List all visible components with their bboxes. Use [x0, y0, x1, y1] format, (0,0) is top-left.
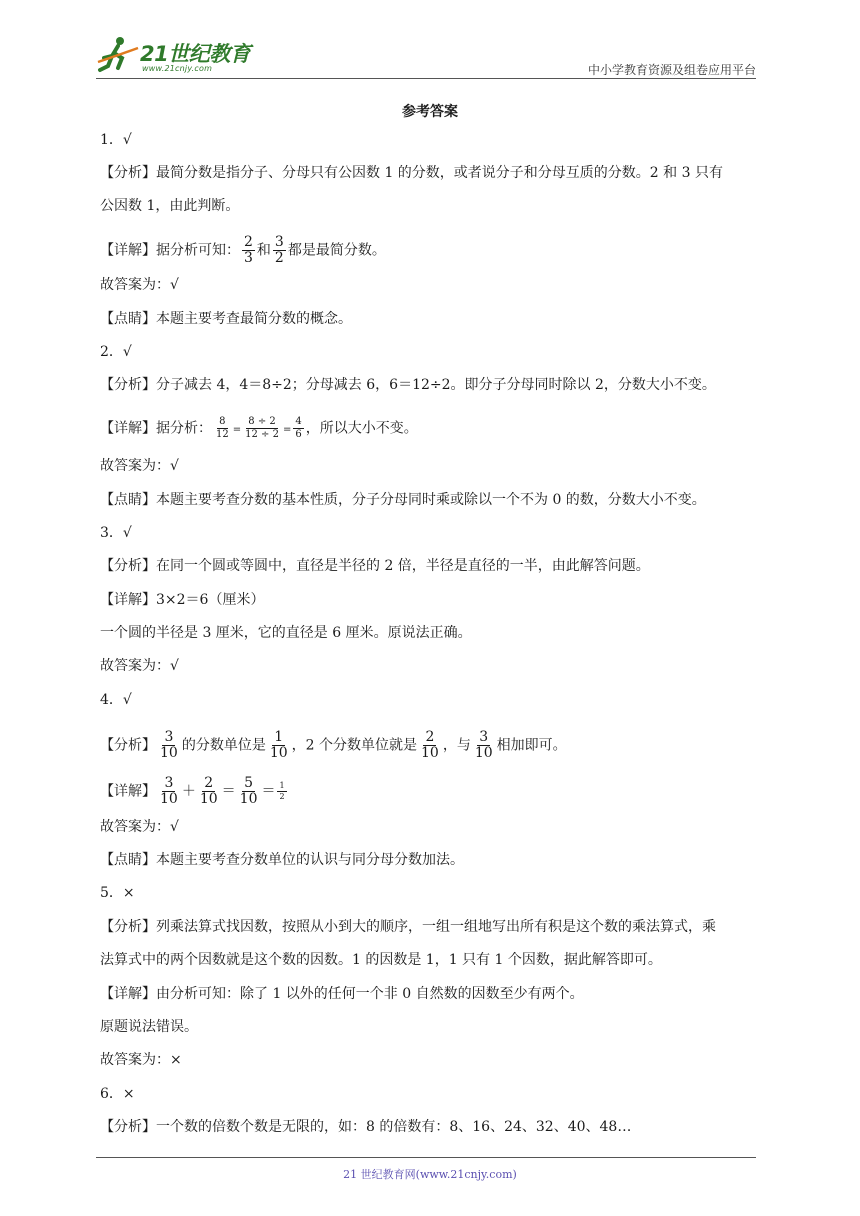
denominator: 10: [160, 791, 178, 807]
numerator: 3: [164, 775, 174, 791]
numerator: 2: [425, 729, 435, 745]
q1-detail: [100, 235, 760, 266]
denominator: 10: [239, 791, 258, 807]
q1-answer: 故答案为：√: [100, 277, 179, 293]
denominator: 3: [244, 250, 253, 266]
fraction: [243, 416, 281, 441]
q2-number: 2．√: [100, 344, 132, 360]
fraction: [273, 235, 286, 266]
page-header: [96, 28, 756, 80]
numerator: 4: [295, 416, 302, 427]
q3-detail: 【详解】3×2＝6（厘米）: [100, 592, 265, 608]
denominator: 2: [279, 792, 285, 801]
page-footer: 21 世纪教育网(www.21cnjy.com): [343, 1168, 517, 1181]
q4-comment: 【点睛】本题主要考查分数单位的认识与同分母分数加法。: [100, 852, 464, 868]
numerator: 2: [244, 234, 253, 250]
q4-answer: 故答案为：√: [100, 819, 179, 835]
fraction: [473, 730, 495, 761]
q6-number: 6．×: [100, 1086, 135, 1102]
header-divider: [96, 78, 756, 79]
logo: [96, 34, 266, 76]
platform-name: 中小学教育资源及组卷应用平台: [587, 63, 756, 77]
q1-number: 1．√: [100, 132, 132, 148]
q5-detail-2: 原题说法错误。: [100, 1019, 198, 1035]
q5-detail: 【详解】由分析可知：除了 1 以外的任何一个非 0 自然数的因数至少有两个。: [100, 986, 584, 1002]
q2-detail-suffix: ，所以大小不变。: [305, 420, 418, 437]
numerator: 1: [274, 729, 284, 745]
fraction: [158, 730, 180, 761]
fraction: [198, 776, 220, 807]
numerator: 2: [204, 775, 214, 791]
q4-detail: [100, 776, 760, 807]
q5-number: 5．×: [100, 885, 135, 901]
fraction: [268, 730, 290, 761]
equals-sign: =: [282, 424, 292, 436]
q1-detail-prefix: 【详解】据分析可知：: [100, 242, 240, 259]
q5-analysis-line1: 【分析】列乘法算式找因数，按照从小到大的顺序，一组一组地写出所有积是这个数的乘法算式，乘: [100, 919, 716, 935]
fraction: [242, 235, 255, 266]
q2-analysis: 【分析】分子减去 4，4＝8÷2；分母减去 6，6＝12÷2。即分子分母同时除以 2，分数大小不变。: [100, 377, 716, 393]
q6-analysis: 【分析】一个数的倍数个数是无限的，如：8 的倍数有：8、16、24、32、40、48…: [100, 1119, 632, 1135]
page-title: 参考答案: [402, 104, 458, 120]
q5-analysis-line2: 法算式中的两个因数就是这个数的因数。1 的因数是 1，1 只有 1 个因数，据此解答即可。: [100, 952, 662, 968]
q3-number: 3．√: [100, 525, 132, 541]
denominator: 10: [421, 745, 439, 761]
q4-detail-prefix: 【详解】: [100, 783, 156, 800]
q1-detail-and: 和: [256, 242, 271, 259]
q4-number: 4．√: [100, 692, 132, 708]
denominator: 10: [474, 745, 493, 761]
equals-sign: =: [232, 424, 242, 436]
denominator: 12 ÷ 2: [245, 429, 279, 440]
equals-sign: ＝: [221, 783, 236, 800]
denominator: 10: [269, 745, 288, 761]
fraction: [293, 416, 303, 441]
q1-analysis-line1: 【分析】最简分数是指分子、分母只有公因数 1 的分数，或者说分子和分母互质的分数。2 和 3 只有: [100, 165, 723, 181]
q2-detail: [100, 416, 760, 441]
fraction: [238, 776, 260, 807]
numerator: 8 ÷ 2: [248, 416, 276, 427]
denominator: 10: [160, 745, 178, 761]
fraction: [158, 776, 180, 807]
q3-detail-2: 一个圆的半径是 3 厘米，它的直径是 6 厘米。原说法正确。: [100, 625, 472, 641]
denominator: 6: [295, 429, 302, 440]
q3-answer: 故答案为：√: [100, 658, 179, 674]
numerator: 3: [164, 729, 174, 745]
q4-analysis: [100, 730, 760, 761]
numerator: 3: [479, 729, 489, 745]
numerator: 5: [244, 775, 254, 791]
q4-text: 相加即可。: [496, 737, 567, 754]
numerator: 1: [279, 781, 285, 790]
q1-detail-suffix: 都是最简分数。: [287, 242, 386, 259]
q1-analysis-line2: 公因数 1，由此判断。: [100, 198, 240, 214]
logo-url: www.21cnjy.com: [142, 64, 213, 73]
q4-text: ，与: [442, 737, 471, 754]
logo-text: 21世纪教育: [140, 42, 251, 66]
q2-detail-prefix: 【详解】据分析：: [100, 420, 212, 437]
fraction: [419, 730, 441, 761]
plus-sign: ＋: [181, 783, 196, 800]
numerator: 3: [274, 234, 284, 250]
fraction: [214, 416, 231, 441]
denominator: 10: [199, 791, 218, 807]
q4-text: 的分数单位是: [181, 737, 266, 754]
q1-comment: 【点睛】本题主要考查最简分数的概念。: [100, 311, 352, 327]
footer-divider: [96, 1157, 756, 1158]
q4-text: ，2 个分数单位就是: [291, 737, 418, 754]
q2-comment: 【点睛】本题主要考查分数的基本性质，分子分母同时乘或除以一个不为 0 的数，分数大小不变。: [100, 492, 706, 508]
numerator: 8: [219, 416, 226, 427]
q2-answer: 故答案为：√: [100, 458, 179, 474]
equals-sign: ＝: [261, 783, 276, 800]
runner-logo-icon: [96, 34, 140, 74]
q5-answer: 故答案为：×: [100, 1052, 182, 1068]
q3-analysis: 【分析】在同一个圆或等圆中，直径是半径的 2 倍，半径是直径的一半，由此解答问题。: [100, 558, 650, 574]
q4-analysis-prefix: 【分析】: [100, 737, 156, 754]
fraction: [277, 781, 286, 802]
denominator: 2: [274, 250, 284, 266]
denominator: 12: [216, 429, 229, 440]
